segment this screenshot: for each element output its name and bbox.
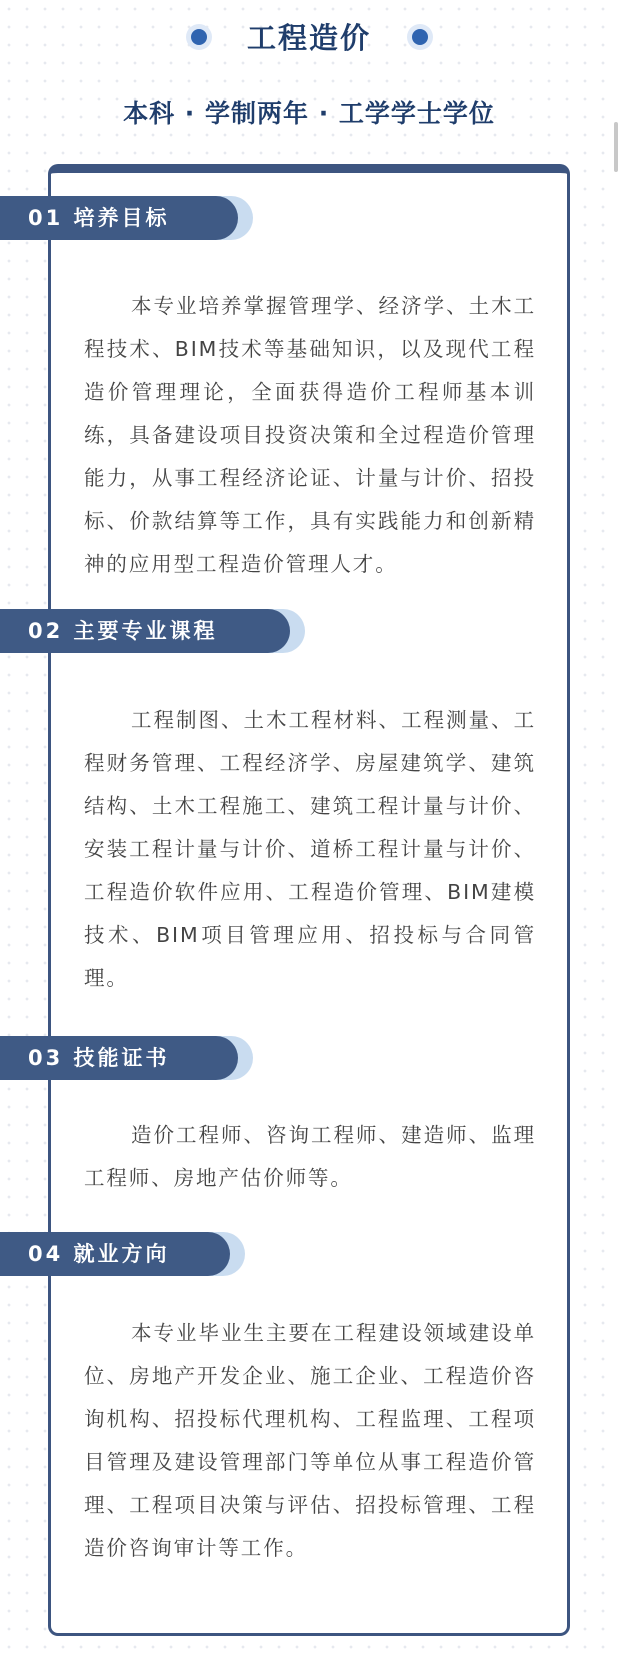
section-tab-label: 04 就业方向	[0, 1232, 230, 1276]
section-text-employment: 本专业毕业生主要在工程建设领域建设单位、房地产开发企业、施工企业、工程造价咨询机构、招投标代理机构、工程监理、工程项目管理及建设管理部门等单位从事工程造价管理、工程项目决策与评估、招投标管理、工程造价咨询审计等工作。	[84, 1321, 536, 1560]
section-tab-label: 03 技能证书	[0, 1036, 238, 1080]
section-text-certificates: 造价工程师、咨询工程师、建造师、监理工程师、房地产估价师等。	[84, 1123, 536, 1190]
section-tab-label: 02 主要专业课程	[0, 609, 290, 653]
title-dot-right-icon	[407, 24, 433, 50]
page-subtitle: 本科 · 学制两年 · 工学学士学位	[123, 99, 495, 128]
scrollbar[interactable]	[614, 122, 618, 172]
section-text-main-courses: 工程制图、土木工程材料、工程测量、工程财务管理、工程经济学、房屋建筑学、建筑结构、土木工程施工、建筑工程计量与计价、安装工程计量与计价、道桥工程计量与计价、工程造价软件应用、工程造价管理、BIM建模技术、BIM项目管理应用、招投标与合同管理。	[84, 708, 536, 990]
section-text-training-goal: 本专业培养掌握管理学、经济学、土木工程技术、BIM技术等基础知识，以及现代工程造价管理理论，全面获得造价工程师基本训练，具备建设项目投资决策和全过程造价管理能力，从事工程经济论证、计量与计价、招投标、价款结算等工作，具有实践能力和创新精神的应用型工程造价管理人才。	[84, 294, 536, 576]
page-title: 工程造价	[246, 21, 371, 55]
section-tab-label: 01 培养目标	[0, 196, 238, 240]
title-row	[0, 8, 618, 68]
